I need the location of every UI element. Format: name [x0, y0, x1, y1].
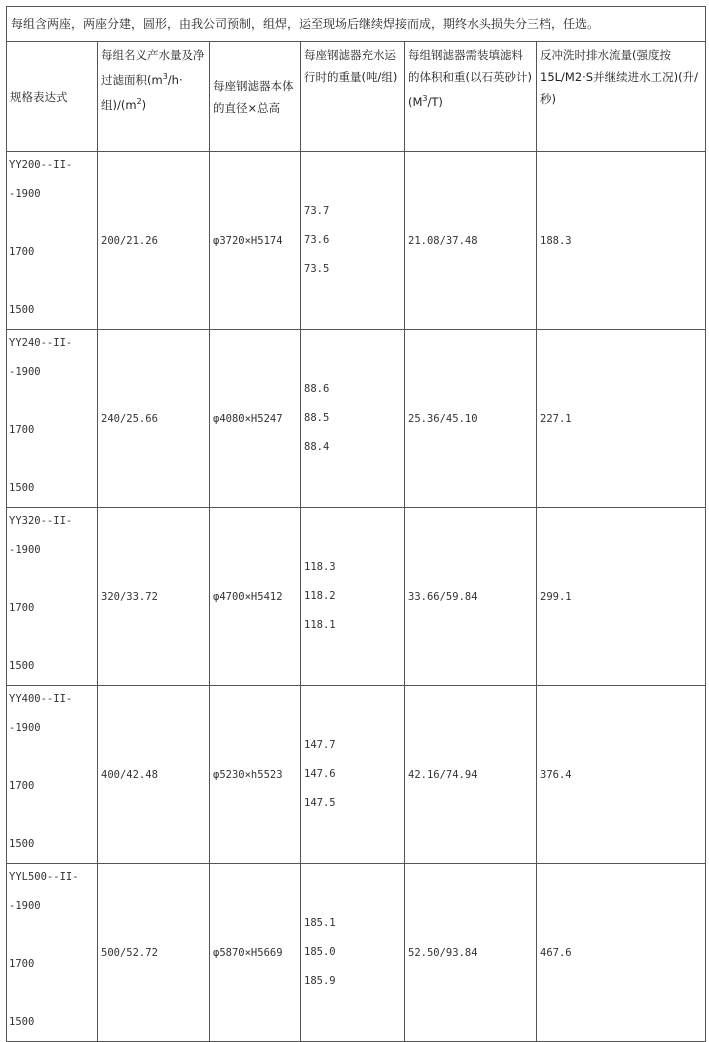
- spec-head-1700: 1700: [9, 246, 35, 258]
- spec-head-1900: -1900: [9, 900, 41, 912]
- capacity-cell: 500/52.72: [101, 946, 158, 959]
- media-cell: 52.50/93.84: [408, 946, 478, 959]
- backwash-cell: 376.4: [540, 768, 572, 781]
- spec-model: YY200--II-: [9, 159, 73, 171]
- spec-table: [6, 6, 706, 1042]
- header-media: 每组钢滤器需装填滤料的体积和重(以石英砂计)$(M^3/T)$: [405, 42, 537, 152]
- media-cell: 21.08/37.48: [408, 234, 478, 247]
- spec-head-1500: 1500: [9, 838, 35, 850]
- table-row: [7, 864, 706, 1042]
- spec-head-1500: 1500: [9, 482, 35, 494]
- weight-cell: [301, 686, 404, 863]
- table-row: [7, 686, 706, 864]
- header-capacity: 每组名义产水量及净过滤面积($m^3/h\cdot$组)$/(m^2)$: [98, 42, 210, 152]
- spec-head-1500: 1500: [9, 660, 35, 672]
- weight-cell: [301, 330, 404, 507]
- weight-cell: [301, 152, 404, 329]
- backwash-cell: 227.1: [540, 412, 572, 425]
- header-backwash: 反冲洗时排水流量(强度按15L/M2·S并继续进水工况)(升/秒): [537, 42, 706, 152]
- weight-1700: 147.6: [304, 768, 336, 780]
- table-row: [7, 508, 706, 686]
- table-row: [7, 330, 706, 508]
- media-cell: 33.66/59.84: [408, 590, 478, 603]
- weight-1700: 118.2: [304, 590, 336, 602]
- weight-1700: 73.6: [304, 234, 330, 246]
- spec-head-1900: -1900: [9, 188, 41, 200]
- table-row: [7, 152, 706, 330]
- spec-cell: [7, 864, 98, 1042]
- capacity-cell: 200/21.26: [101, 234, 158, 247]
- backwash-cell: 188.3: [540, 234, 572, 247]
- spec-cell: [7, 330, 98, 508]
- weight-1900: 118.3: [304, 561, 336, 573]
- spec-cell: [7, 686, 98, 864]
- header-weight: 每座钢滤器充水运行时的重量(吨/组): [301, 42, 405, 152]
- spec-head-1500: 1500: [9, 304, 35, 316]
- header-spec: 规格表达式: [7, 42, 98, 152]
- weight-1900: 147.7: [304, 739, 336, 751]
- media-cell: 25.36/45.10: [408, 412, 478, 425]
- backwash-cell: 299.1: [540, 590, 572, 603]
- spec-head-1900: -1900: [9, 722, 41, 734]
- spec-cell: [7, 508, 98, 686]
- spec-model: YY240--II-: [9, 337, 73, 349]
- size-cell: φ5230×h5523: [213, 768, 283, 781]
- capacity-cell: 320/33.72: [101, 590, 158, 603]
- spec-head-1900: -1900: [9, 544, 41, 556]
- weight-1700: 88.5: [304, 412, 330, 424]
- size-cell: φ5870×H5669: [213, 946, 283, 959]
- weight-cell: [301, 864, 404, 1041]
- spec-head-1900: -1900: [9, 366, 41, 378]
- size-cell: φ3720×H5174: [213, 234, 283, 247]
- spec-head-1700: 1700: [9, 780, 35, 792]
- spec-head-1700: 1700: [9, 602, 35, 614]
- spec-cell: [7, 152, 98, 330]
- weight-1900: 73.7: [304, 205, 330, 217]
- spec-model: YY400--II-: [9, 693, 73, 705]
- header-row: [7, 42, 706, 152]
- weight-1500: 118.1: [304, 619, 336, 631]
- weight-1500: 185.9: [304, 975, 336, 987]
- spec-head-1700: 1700: [9, 958, 35, 970]
- header-size: 每座钢滤器本体的直径×总高: [210, 42, 301, 152]
- weight-1500: 73.5: [304, 263, 330, 275]
- backwash-cell: 467.6: [540, 946, 572, 959]
- weight-1900: 88.6: [304, 383, 330, 395]
- weight-1900: 185.1: [304, 917, 336, 929]
- size-cell: φ4080×H5247: [213, 412, 283, 425]
- spec-model: YYL500--II-: [9, 871, 79, 883]
- spec-head-1700: 1700: [9, 424, 35, 436]
- spec-model: YY320--II-: [9, 515, 73, 527]
- size-cell: φ4700×H5412: [213, 590, 283, 603]
- table-note: 每组含两座，两座分建，圆形，由我公司预制，组焊，运至现场后继续焊接而成，期终水头损失分三档，任选。: [7, 7, 706, 42]
- media-cell: 42.16/74.94: [408, 768, 478, 781]
- capacity-cell: 400/42.48: [101, 768, 158, 781]
- weight-1700: 185.0: [304, 946, 336, 958]
- weight-cell: [301, 508, 404, 685]
- weight-1500: 88.4: [304, 441, 330, 453]
- spec-head-1500: 1500: [9, 1016, 35, 1028]
- capacity-cell: 240/25.66: [101, 412, 158, 425]
- weight-1500: 147.5: [304, 797, 336, 809]
